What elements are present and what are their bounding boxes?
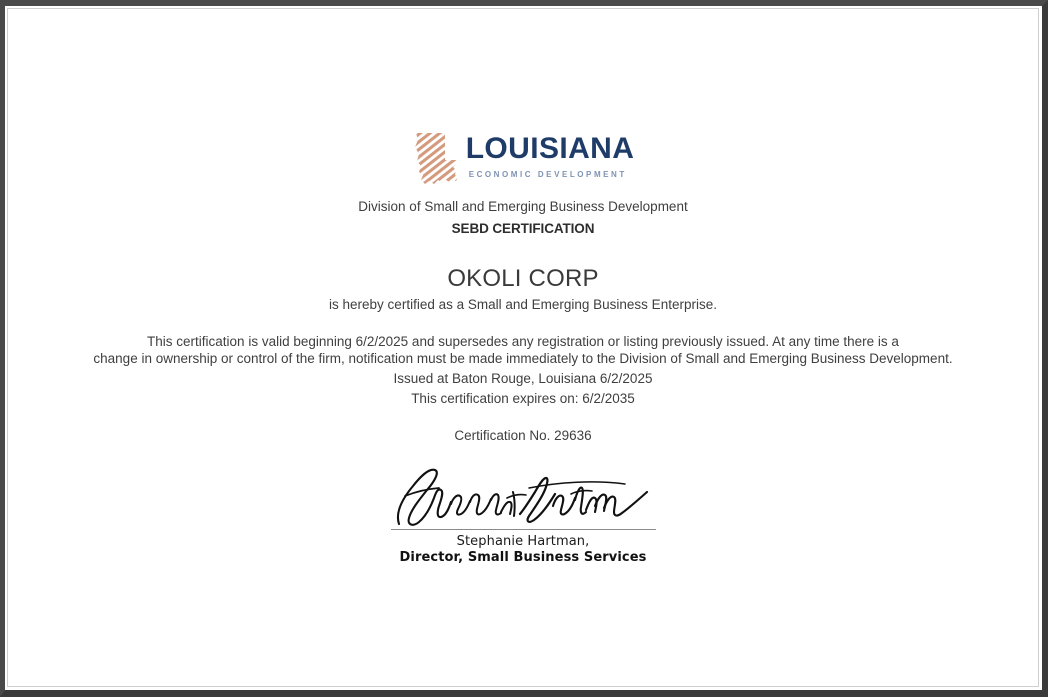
- signature-block: [9, 462, 1037, 565]
- issued-at-line: Issued at Baton Rouge, Louisiana 6/2/2025: [393, 371, 653, 386]
- validity-line-1: This certification is valid beginning 6/2/2025 and supersedes any registration or listing previously issued. At any time there is a: [147, 334, 899, 349]
- louisiana-economic-development-logo: [9, 126, 1037, 190]
- signature-rule: [391, 529, 656, 530]
- logo-wordmark: LOUISIANA: [465, 132, 635, 165]
- validity-line-2: change in ownership or control of the firm, notification must be made immediately to the Division of Small and Emerging Business Development.: [93, 350, 953, 366]
- signer-name: Stephanie Hartman,: [456, 534, 590, 549]
- logo-inner: [412, 126, 635, 190]
- expiration-line: This certification expires on: 6/2/2035: [411, 391, 635, 406]
- division-name: Division of Small and Emerging Business Development: [358, 199, 688, 214]
- certification-type-heading: SEBD CERTIFICATION: [451, 221, 595, 236]
- validity-paragraph: [9, 334, 1037, 367]
- signer-title: Director, Small Business Services: [399, 550, 647, 565]
- certified-statement: is hereby certified as a Small and Emerging Business Enterprise.: [329, 297, 717, 312]
- handwritten-signature-icon: [389, 462, 657, 534]
- logo-tagline: ECONOMIC DEVELOPMENT: [468, 170, 627, 179]
- certificate-page: [9, 10, 1037, 685]
- certified-entity-name: OKOLI CORP: [447, 265, 599, 292]
- certification-number: Certification No. 29636: [454, 428, 592, 443]
- logo-text-group: [466, 126, 635, 179]
- louisiana-state-outline-icon: [412, 130, 462, 190]
